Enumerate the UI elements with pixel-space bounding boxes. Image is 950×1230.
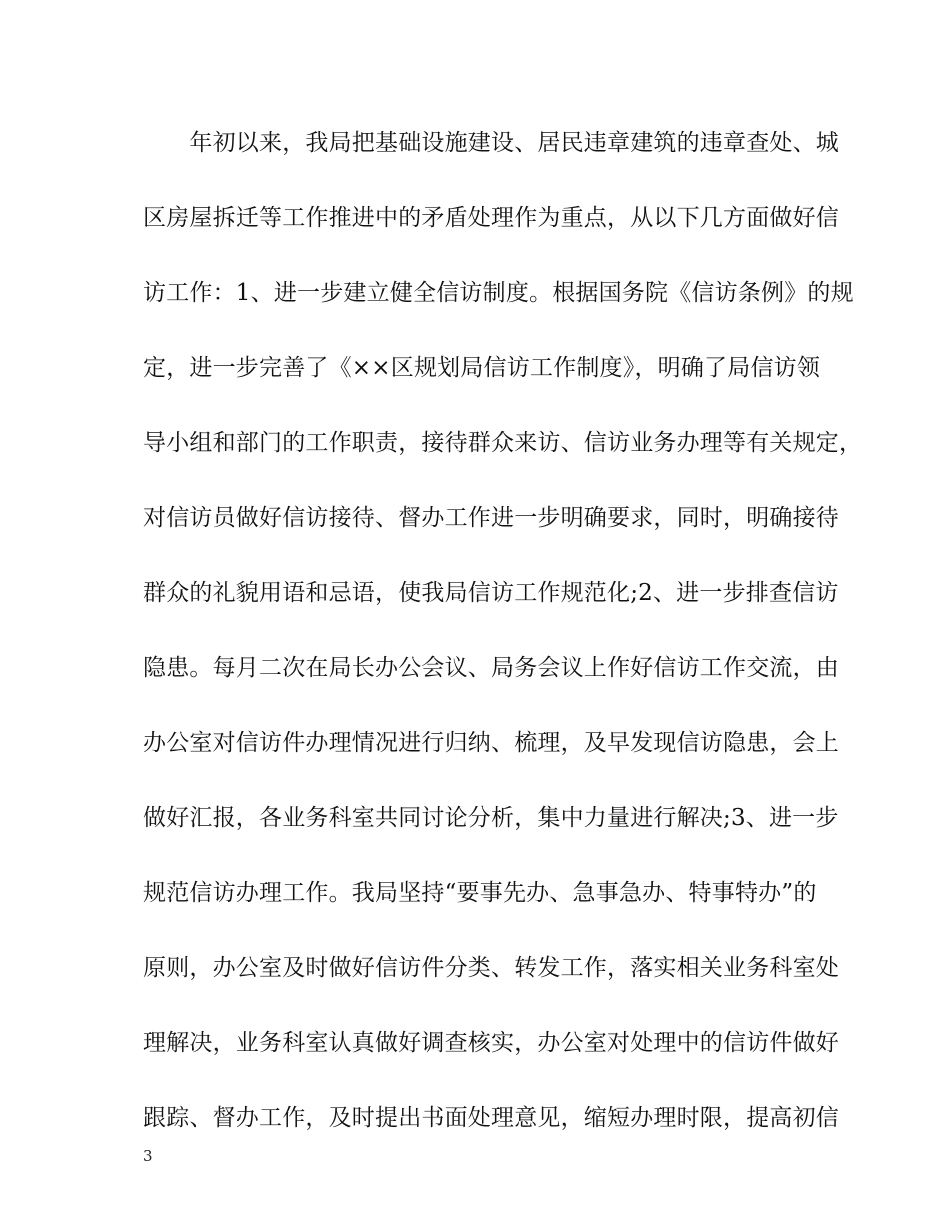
body-text-line: 对信访员做好信访接待、督办工作进一步明确要求，同时，明确接待 xyxy=(143,505,839,531)
body-text-line: 做好汇报，各业务科室共同讨论分析，集中力量进行解决;3、进一步 xyxy=(143,805,839,831)
body-text-line: 群众的礼貌用语和忌语，使我局信访工作规范化;2、进一步排查信访 xyxy=(143,580,839,606)
body-text-line: 理解决，业务科室认真做好调查核实，办公室对处理中的信访件做好 xyxy=(143,1030,839,1056)
body-text-line: 区房屋拆迁等工作推进中的矛盾处理作为重点，从以下几方面做好信 xyxy=(143,205,839,231)
body-text-line: 导小组和部门的工作职责，接待群众来访、信访业务办理等有关规定， xyxy=(143,430,863,456)
body-text-line: 年初以来，我局把基础设施建设、居民违章建筑的违章查处、城 xyxy=(143,130,839,156)
body-text-line: 定，进一步完善了《××区规划局信访工作制度》，明确了局信访领 xyxy=(143,355,821,381)
page-number: 3 xyxy=(143,1147,153,1165)
body-text-line: 跟踪、督办工作，及时提出书面处理意见，缩短办理时限，提高初信 xyxy=(143,1105,839,1131)
body-text-line: 隐患。每月二次在局长办公会议、局务会议上作好信访工作交流，由 xyxy=(143,655,839,681)
body-text-line: 办公室对信访件办理情况进行归纳、梳理，及早发现信访隐患，会上 xyxy=(143,730,839,756)
body-text-line: 原则，办公室及时做好信访件分类、转发工作，落实相关业务科室处 xyxy=(143,955,839,981)
body-text-line: 访工作：1、进一步建立健全信访制度。根据国务院《信访条例》的规 xyxy=(143,280,854,306)
body-text-line: 规范信访办理工作。我局坚持“要事先办、急事急办、特事特办”的 xyxy=(143,880,817,906)
